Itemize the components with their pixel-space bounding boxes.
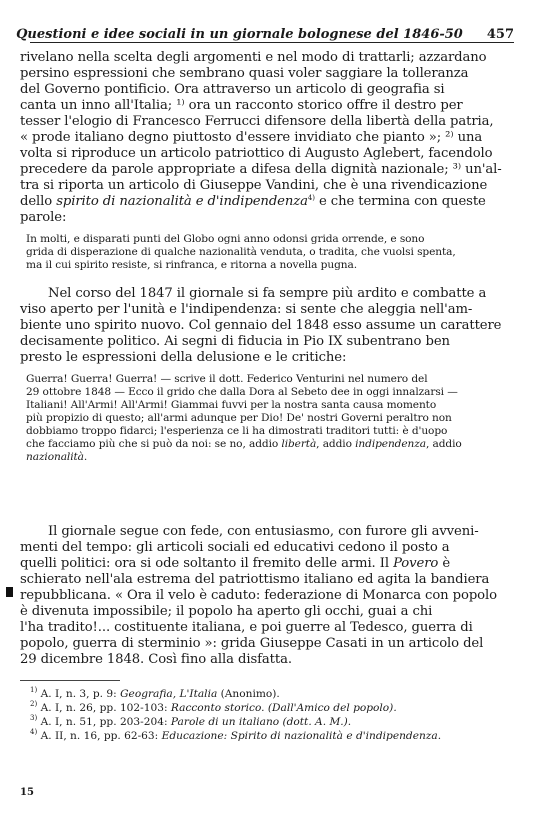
quote-line: dobbiamo troppo fidarci; l'esperienza ce li ha dimostrati traditori tutti: è d'uopo — [26, 425, 448, 437]
quote-line: nazionalità. — [26, 451, 88, 463]
quote-text: , addio — [425, 438, 462, 450]
body-line: canta un inno all'Italia; ¹⁾ ora un racconto storico offre il destro per — [20, 98, 463, 113]
footnote-number: 4) — [30, 728, 38, 736]
body-line: Nel corso del 1847 il giornale si fa sempre più ardito e combatte a — [48, 286, 487, 301]
body-line: del Governo pontificio. Ora attraverso un articolo di geografia si — [20, 82, 445, 97]
footnote-rule — [20, 680, 120, 681]
quote-text: che facciamo più che si può da noi: se no, addio — [26, 438, 282, 450]
signature-mark: 15 — [20, 787, 34, 798]
footnote — [30, 716, 351, 729]
footnote-title: Parole di un italiano (dott. A. M.). — [170, 716, 352, 728]
page-header — [16, 22, 514, 43]
margin-mark — [6, 587, 13, 597]
body-line: precedere da parole appropriate a difesa della dignità nazionale; ³⁾ un'al- — [20, 162, 502, 177]
italic-word: indipendenza — [355, 438, 426, 450]
body-line: Il giornale segue con fede, con entusiasmo, con furore gli avveni- — [48, 524, 479, 539]
quote-line: Italiani! All'Armi! All'Armi! Giammai fuvvi per la nostra santa causa momento — [26, 399, 437, 411]
footnote-title: Geografia, L'Italia — [120, 688, 218, 700]
footnote-tail: (Anonimo). — [217, 688, 280, 700]
footnote-text: A. I, n. 51, pp. 203-204: — [40, 716, 171, 728]
footnote-text: A. I, n. 26, pp. 102-103: — [40, 702, 171, 714]
quote-line: ma il cui spirito resiste, si rinfranca, e ritorna a novella pugna. — [26, 259, 357, 271]
body-line: è divenuta impossibile; il popolo ha aperto gli occhi, guai a chi — [20, 604, 433, 619]
footnote-title: Educazione: Spirito di nazionalità e d'indipendenza. — [161, 730, 442, 742]
body-line: « prode italiano degno piuttosto d'essere invidiato che pianto »; ²⁾ una — [20, 130, 483, 145]
body-line: parole: — [20, 210, 67, 225]
body-line: tesser l'elogio di Francesco Ferrucci difensore della libertà della patria, — [20, 114, 494, 129]
quote-line: Guerra! Guerra! Guerra! — scrive il dott. Federico Venturini nel numero del — [26, 373, 428, 385]
quote-line — [26, 438, 462, 451]
running-head: Questioni e idee sociali in un giornale bolognese del 1846-50 — [16, 27, 463, 42]
footnote — [30, 730, 441, 743]
footnote-number: 2) — [30, 700, 38, 708]
quote-line: grida di disperazione di qualche nazionalità venduta, o tradita, che vuolsi spenta, — [26, 246, 456, 258]
quote-text: , addio — [316, 438, 356, 450]
body-line: biente uno spirito nuovo. Col gennaio del 1848 esso assume un carattere — [20, 318, 502, 333]
body-line: rivelano nella scelta degli argomenti e nel modo di trattarli; azzardano — [20, 50, 487, 65]
footnote — [30, 688, 280, 701]
body-line: volta si riproduce un articolo patriottico di Augusto Aglebert, facendolo — [20, 146, 493, 161]
body-line: tra si riporta un articolo di Giuseppe Vandini, che è una rivendicazione — [20, 178, 488, 193]
body-line — [20, 194, 486, 210]
body-line: persino espressioni che sembrano quasi voler saggiare la tolleranza — [20, 66, 469, 81]
body-line: viso aperto per l'unità e l'indipendenza: si sente che aleggia nell'am- — [20, 302, 473, 317]
quote-line: più propizio di questo; all'armi adunque per Dio! De' nostri Governi peraltro non — [26, 412, 452, 424]
footnote-title: Racconto storico. (Dall'Amico del popolo). — [170, 702, 397, 714]
body-line: 29 dicembre 1848. Così fino alla disfatta. — [20, 652, 292, 667]
page-number: 457 — [486, 27, 514, 42]
footnote-number: 3) — [30, 714, 38, 722]
quote-line: In molti, e disparati punti del Globo ogni anno odonsi grida orrende, e sono — [26, 233, 425, 245]
footnote-number: 1) — [30, 686, 38, 694]
quote-line: 29 ottobre 1848 — Ecco il grido che dalla Dora al Sebeto dee in oggi innalzarsi — — [26, 386, 458, 398]
footnote — [30, 702, 397, 715]
body-line — [20, 556, 450, 572]
footnote-text: A. II, n. 16, pp. 62-63: — [40, 730, 162, 742]
body-text: è — [438, 556, 451, 571]
body-text: dello — [20, 194, 57, 209]
body-line: repubblicana. « Ora il velo è caduto: federazione di Monarca con popolo — [20, 588, 497, 603]
italic-word: Povero — [393, 556, 439, 571]
body-line: presto le espressioni della delusione e le critiche: — [20, 350, 347, 365]
body-line: menti del tempo: gli articoli sociali ed educativi cedono il posto a — [20, 540, 450, 555]
footnote-text: A. I, n. 3, p. 9: — [40, 688, 121, 700]
body-text: e che termina con queste — [314, 194, 486, 209]
italic-phrase: spirito di nazionalità e d'indipendenza — [56, 194, 308, 209]
footnote-ref: 4) — [307, 194, 315, 202]
body-line: decisamente politico. Ai segni di fiducia in Pio IX subentrano ben — [20, 334, 450, 349]
italic-word: libertà — [281, 438, 317, 450]
body-line: schierato nell'ala estrema del patriottismo italiano ed agita la bandiera — [20, 572, 490, 587]
body-line: popolo, guerra di sterminio »: grida Giuseppe Casati in un articolo del — [20, 636, 484, 651]
body-line: l'ha tradito!... costituente italiana, e poi guerre al Tedesco, guerra di — [20, 620, 473, 635]
body-text: quelli politici: ora si ode soltanto il fremito delle armi. Il — [20, 556, 394, 571]
